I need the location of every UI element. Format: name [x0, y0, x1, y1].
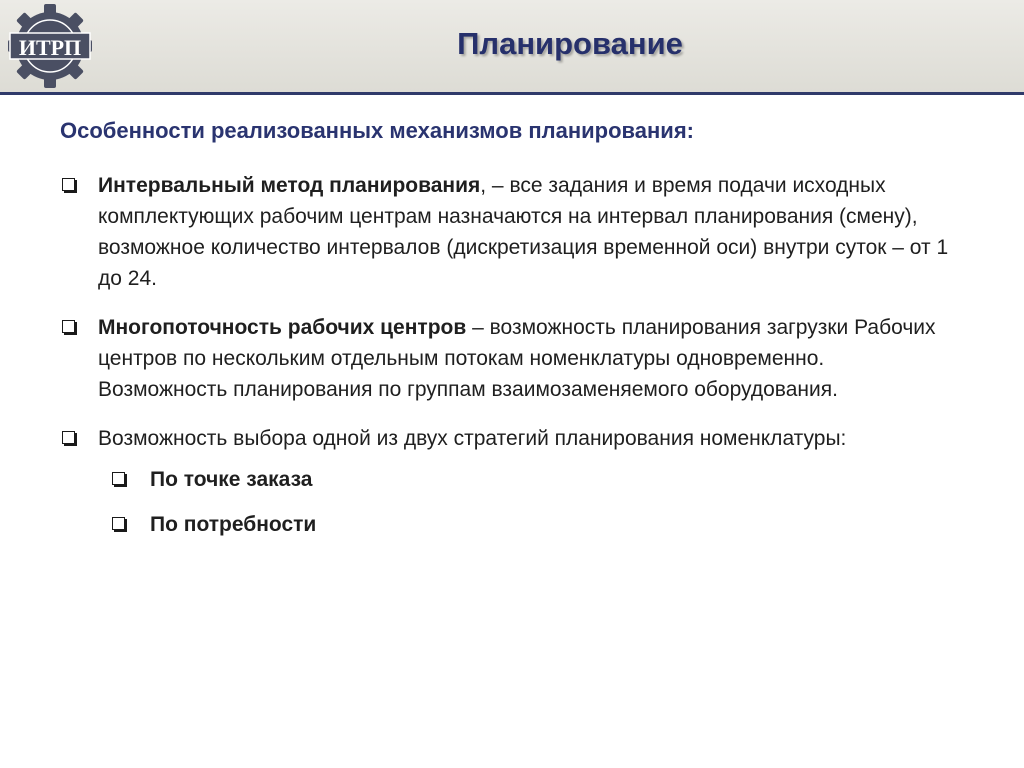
- square-checkbox-bullet-icon: [62, 178, 75, 191]
- square-checkbox-bullet-icon: [112, 472, 125, 485]
- list-item: [58, 423, 958, 454]
- item-text: , – все задания и время подачи исходных комплектующих рабочим центрам назначаются на интервал планирования (смену), возможное количество интервалов (дискретизация временной оси) внутри суток – от 1 до 24.: [98, 174, 949, 290]
- section-subtitle: Особенности реализованных механизмов планирования:: [60, 118, 694, 143]
- item-text: – возможность планирования загрузки Рабочих центров по нескольким отдельным потокам номенклатуры одновременно. Возможность планирования по группам взаимозаменяемого оборудования.: [98, 316, 936, 401]
- sub-list-item: [58, 509, 958, 540]
- page-title: Планирование: [457, 26, 683, 61]
- square-checkbox-bullet-icon: [112, 517, 125, 530]
- bullet-list: [58, 170, 958, 554]
- slide-header: [0, 0, 1024, 92]
- sub-item-label: По точке заказа: [150, 468, 313, 491]
- item-heading: Интервальный метод планирования: [98, 174, 481, 197]
- list-item: [58, 170, 958, 294]
- header-divider: [0, 92, 1024, 95]
- sub-list-item: [58, 464, 958, 495]
- square-checkbox-bullet-icon: [62, 431, 75, 444]
- logo-text: ИТРП: [18, 35, 82, 60]
- sub-item-label: По потребности: [150, 513, 317, 536]
- list-item: [58, 312, 958, 405]
- item-text: Возможность выбора одной из двух стратегий планирования номенклатуры:: [98, 427, 847, 450]
- square-checkbox-bullet-icon: [62, 320, 75, 333]
- item-heading: Многопоточность рабочих центров: [98, 316, 467, 339]
